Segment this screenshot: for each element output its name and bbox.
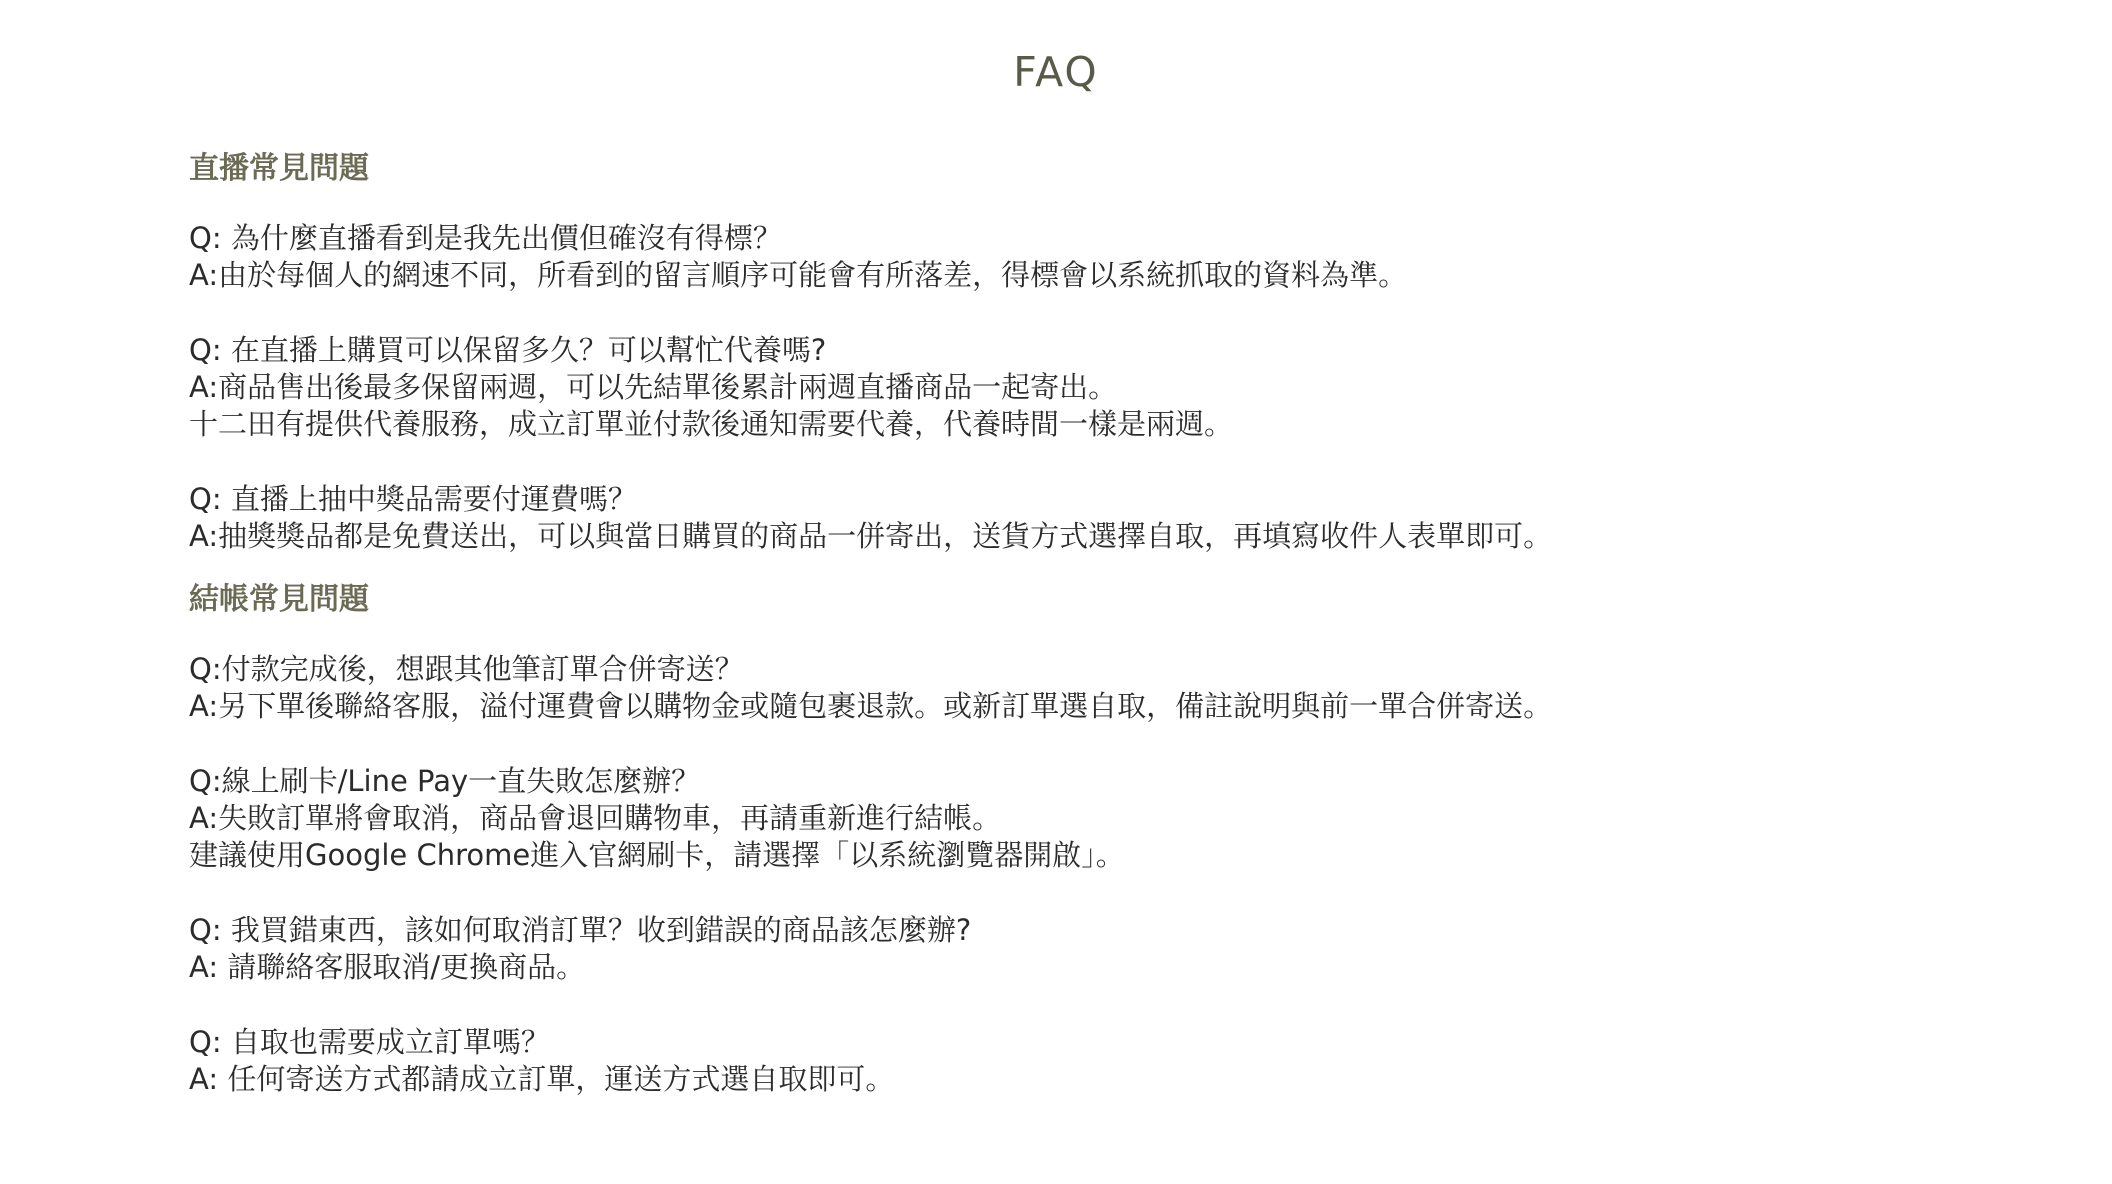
- answer-text: A:失敗訂單將會取消，商品會退回購物車，再請重新進行結帳。: [189, 801, 1002, 835]
- answer-text: A:另下單後聯絡客服，溢付運費會以購物金或隨包裹退款。或新訂單選自取，備註說明與前一單合併寄送。: [189, 689, 1553, 723]
- faq-item: [189, 332, 1949, 443]
- faq-item: [189, 912, 1949, 986]
- answer-text: A:由於每個人的網速不同，所看到的留言順序可能會有所落差，得標會以系統抓取的資料為準。: [189, 258, 1408, 292]
- answer-text: A: 請聯絡客服取消/更換商品。: [189, 950, 586, 984]
- question-text: Q: 我買錯東西，該如何取消訂單？收到錯誤的商品該怎麼辦?: [189, 913, 972, 947]
- faq-content: [189, 148, 1949, 1098]
- question-text: Q:線上刷卡/Line Pay一直失敗怎麼辦？: [189, 764, 701, 798]
- faq-item: [189, 220, 1949, 294]
- faq-item: [189, 481, 1949, 555]
- faq-item: [189, 763, 1949, 874]
- question-text: Q: 自取也需要成立訂單嗎？: [189, 1025, 550, 1059]
- answer-text: A: 任何寄送方式都請成立訂單，運送方式選自取即可。: [189, 1062, 895, 1096]
- question-text: Q: 在直播上購買可以保留多久？可以幫忙代養嗎?: [189, 333, 827, 367]
- answer-text: A:抽獎獎品都是免費送出，可以與當日購買的商品一併寄出，送貨方式選擇自取，再填寫收件人表單即可。: [189, 519, 1553, 553]
- question-text: Q: 為什麼直播看到是我先出價但確沒有得標？: [189, 221, 782, 255]
- answer-text: 建議使用Google Chrome進入官網刷卡，請選擇「以系統瀏覽器開啟」。: [189, 838, 1125, 872]
- answer-text: A:商品售出後最多保留兩週，可以先結單後累計兩週直播商品一起寄出。: [189, 370, 1118, 404]
- faq-item: [189, 651, 1949, 725]
- question-text: Q:付款完成後，想跟其他筆訂單合併寄送？: [189, 652, 744, 686]
- section-title-checkout: 結帳常見問題: [189, 582, 369, 617]
- faq-item: [189, 1024, 1949, 1098]
- page-title: FAQ: [1013, 48, 1099, 96]
- faq-section-checkout: [189, 579, 1949, 1098]
- section-title-livestream: 直播常見問題: [189, 151, 369, 186]
- answer-text: 十二田有提供代養服務，成立訂單並付款後通知需要代養，代養時間一樣是兩週。: [189, 407, 1234, 441]
- question-text: Q: 直播上抽中獎品需要付運費嗎？: [189, 482, 637, 516]
- faq-section-livestream: [189, 148, 1949, 555]
